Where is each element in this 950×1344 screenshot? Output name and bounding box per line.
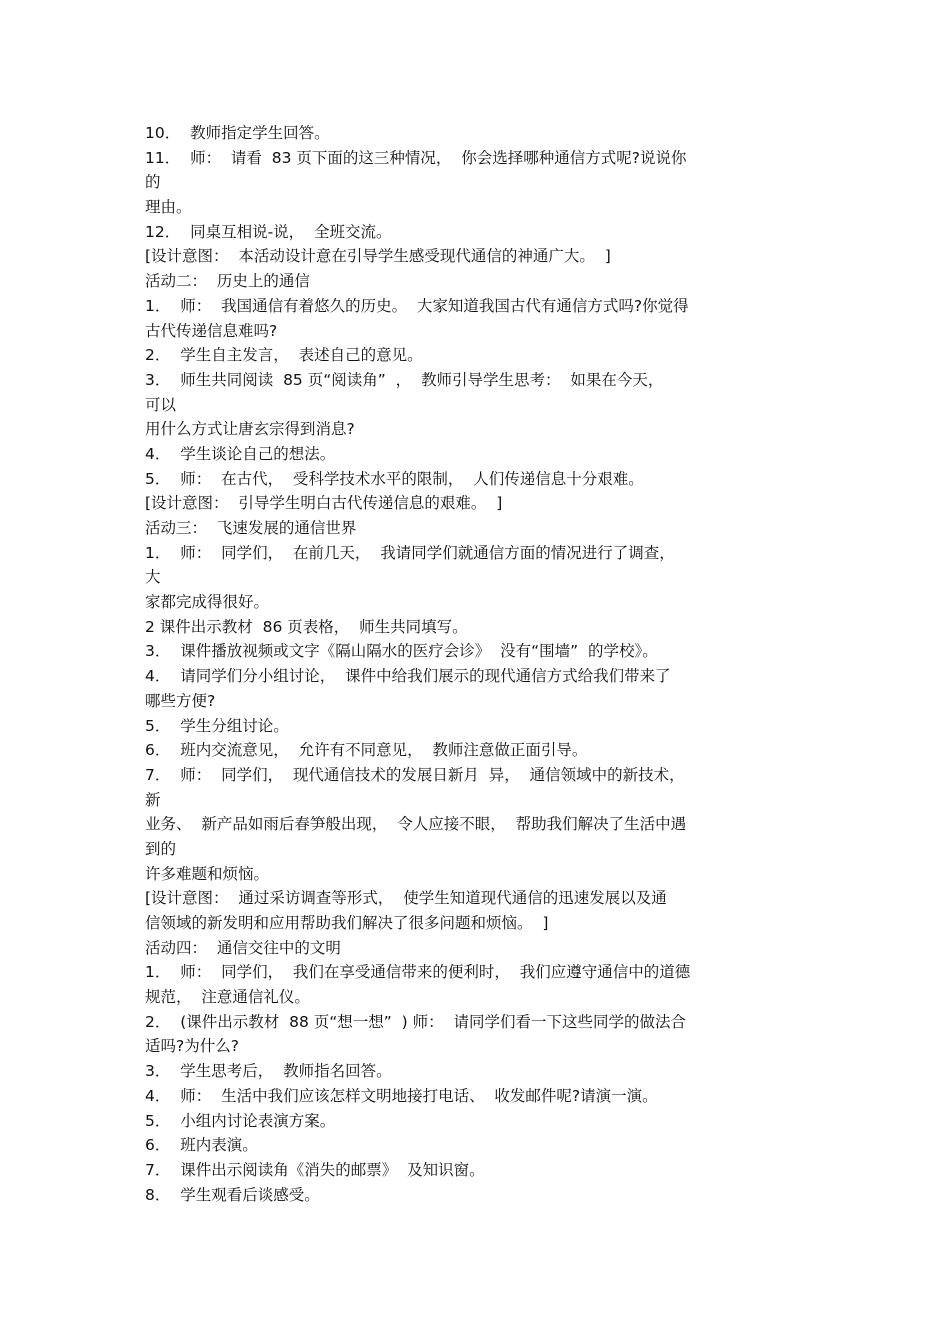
text-line: 1． 师： 我国通信有着悠久的历史。 大家知道我国古代有通信方式吗?你觉得 [145,296,689,315]
text-line: 7． 课件出示阅读角《消失的邮票》 及知识窗。 [145,1160,485,1179]
text-line: 大 [145,568,161,587]
text-line: 理由。 [145,198,192,217]
text-line: 3． 师生共同阅读 85 页“阅读角” ， 教师引导学生思考： 如果在今天， [145,370,664,389]
text-line: 用什么方式让唐玄宗得到消息? [145,420,355,439]
text-line: 6． 班内交流意见， 允许有不同意见， 教师注意做正面引导。 [145,741,588,760]
text-line: 2． 学生自主发言， 表述自己的意见。 [145,346,423,365]
text-line: 家都完成得很好。 [145,593,270,612]
text-line: 到的 [145,839,177,858]
text-line: 8． 学生观看后谈感受。 [145,1185,320,1204]
design-intent-note: [设计意图： 引导学生明白古代传递信息的艰难。 ] [145,494,503,513]
text-line: 7． 师： 同学们， 现代通信技术的发展日新月 异， 通信领域中的新技术， [145,765,685,784]
activity-heading: 活动二： 历史上的通信 [145,272,310,291]
text-line: 2 课件出示教材 86 页表格， 师生共同填写。 [145,617,468,636]
design-intent-note: [设计意图： 通过采访调查等形式， 使学生知道现代通信的迅速发展以及通 [145,889,667,908]
text-line: 哪些方便? [145,691,216,710]
activity-heading: 活动三： 飞速发展的通信世界 [145,519,357,537]
text-line: 业务、 新产品如雨后春笋般出现， 令人应接不眼， 帮助我们解决了生活中遇 [145,815,687,834]
text-line: 10． 教师指定学生回答。 [145,124,330,142]
text-line: 2． (课件出示教材 88 页“想一想” ) 师： 请同学们看一下这些同学的做法合 [145,1012,687,1031]
text-line: 5． 学生分组讨论。 [145,716,289,735]
text-line: 4． 请同学们分小组讨论， 课件中给我们展示的现代通信方式给我们带来了 [145,667,671,686]
text-line: 可以 [145,395,177,414]
text-line: 1． 师： 同学们， 我们在享受通信带来的便利时， 我们应遵守通信中的道德 [145,963,691,982]
text-line: 1． 师： 同学们， 在前几天， 我请同学们就通信方面的情况进行了调查， [145,543,675,562]
text-line: 5． 小组内讨论表演方案。 [145,1111,336,1130]
design-intent-note: [设计意图： 本活动设计意在引导学生感受现代通信的神通广大。 ] [145,247,611,266]
text-line: 11． 师： 请看 83 页下面的这三种情况， 你会选择哪种通信方式呢?说说你 [145,148,687,167]
text-line: 规范， 注意通信礼仪。 [145,988,310,1007]
design-intent-note: 信领域的新发明和应用帮助我们解决了很多问题和烦恼。 ] [145,914,549,932]
text-line: 许多难题和烦恼。 [145,864,270,883]
text-line: 3． 课件播放视频或文字《隔山隔水的医疗会诊》 没有“围墙” 的学校》。 [145,642,658,661]
text-line: 的 [145,173,161,192]
text-line: 适吗?为什么? [145,1037,239,1056]
text-line: 3． 学生思考后， 教师指名回答。 [145,1062,392,1081]
text-line: 4． 师： 生活中我们应该怎样文明地接打电话、 收发邮件呢?请演一演。 [145,1086,658,1105]
text-line: 新 [145,790,161,809]
text-line: 5． 师： 在古代， 受科学技术水平的限制， 人们传递信息十分艰难。 [145,469,644,488]
document-page [145,121,825,1207]
text-line: 4． 学生谈论自己的想法。 [145,444,336,463]
text-line: 6． 班内表演。 [145,1136,258,1155]
activity-heading: 活动四： 通信交往中的文明 [145,938,341,957]
text-line: 古代传递信息难吗? [145,321,278,340]
text-line: 12． 同桌互相说-说， 全班交流。 [145,222,392,241]
